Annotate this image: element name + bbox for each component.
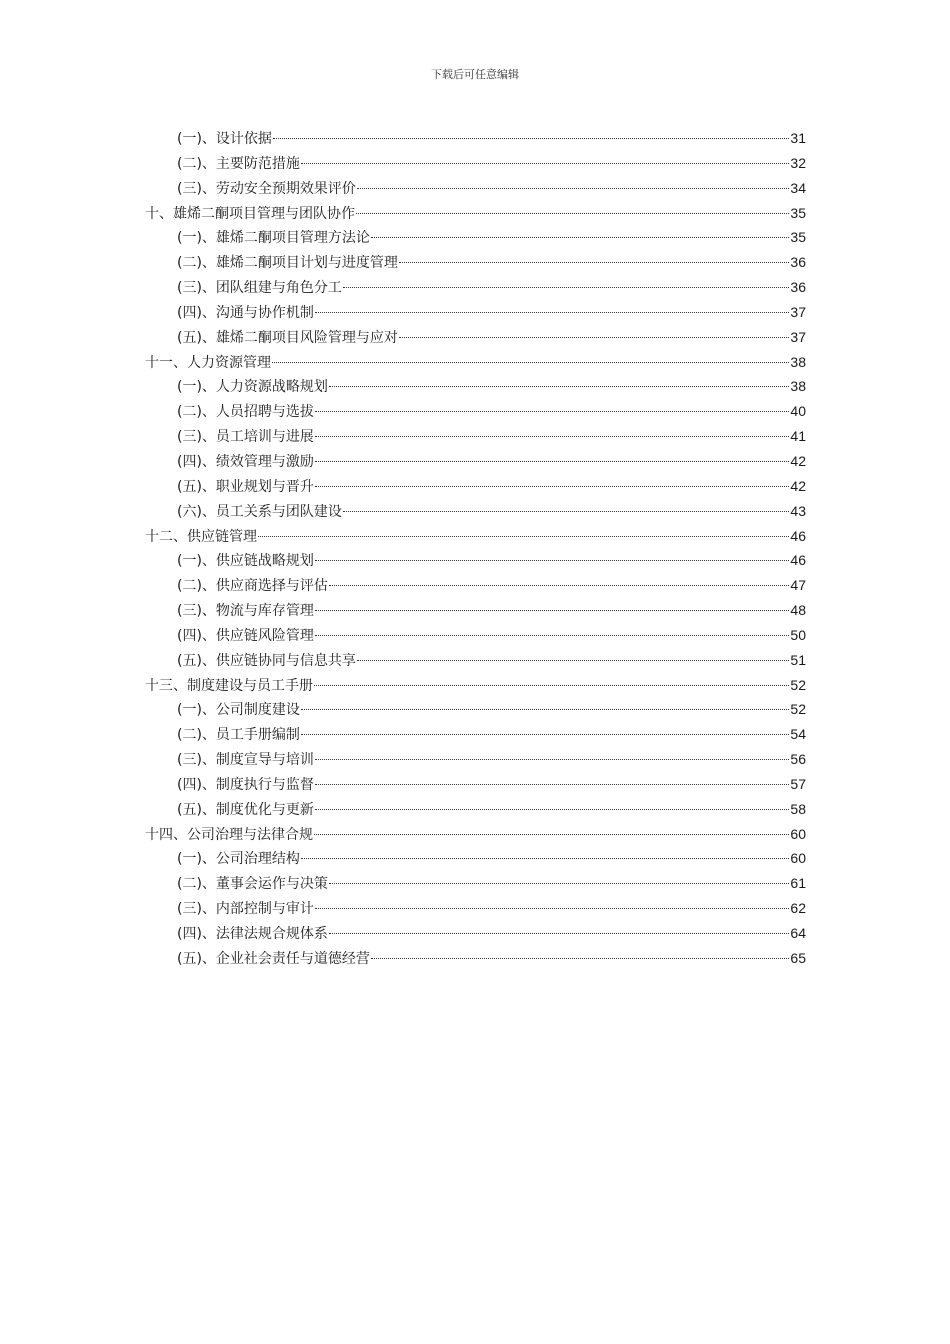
toc-dot-leader xyxy=(301,858,789,859)
toc-entry-label: (六)、员工关系与团队建设 xyxy=(177,503,342,520)
toc-section-entry[interactable] xyxy=(145,325,806,350)
toc-entry-page-number: 32 xyxy=(790,154,806,171)
toc-entry-label: (三)、内部控制与审计 xyxy=(177,901,314,918)
toc-section-entry[interactable] xyxy=(145,176,806,201)
toc-section-entry[interactable] xyxy=(145,846,806,871)
toc-dot-leader xyxy=(315,436,789,437)
toc-entry-page-number: 64 xyxy=(790,925,806,941)
toc-entry-label: (四)、法律法规合规体系 xyxy=(177,926,328,942)
toc-entry-page-number: 56 xyxy=(790,751,806,768)
toc-dot-leader xyxy=(315,635,789,636)
toc-section-entry[interactable] xyxy=(145,697,806,722)
toc-section-entry[interactable] xyxy=(145,374,806,399)
toc-entry-page-number: 42 xyxy=(790,452,806,469)
toc-entry-label: (三)、劳动安全预期效果评价 xyxy=(177,180,356,197)
toc-section-entry[interactable] xyxy=(145,474,806,499)
toc-dot-leader xyxy=(329,883,789,884)
toc-section-entry[interactable] xyxy=(145,250,806,275)
toc-entry-label: (四)、绩效管理与激励 xyxy=(177,453,314,470)
toc-entry-page-number: 38 xyxy=(790,378,806,395)
toc-entry-label: 十四、公司治理与法律合规 xyxy=(145,826,313,843)
toc-entry-page-number: 36 xyxy=(790,279,806,296)
toc-entry-label: (五)、企业社会责任与道德经营 xyxy=(177,950,370,967)
toc-dot-leader xyxy=(371,958,789,959)
toc-section-entry[interactable] xyxy=(145,921,806,946)
toc-dot-leader xyxy=(272,362,789,363)
toc-dot-leader xyxy=(301,163,789,164)
toc-section-entry[interactable] xyxy=(145,424,806,449)
toc-entry-label: (一)、供应链战略规划 xyxy=(177,553,314,570)
toc-entry-page-number: 65 xyxy=(790,949,806,966)
toc-dot-leader xyxy=(343,287,789,288)
toc-entry-page-number: 46 xyxy=(790,552,806,569)
toc-entry-label: (五)、制度优化与更新 xyxy=(177,801,314,818)
toc-section-entry[interactable] xyxy=(145,126,806,151)
toc-section-entry[interactable] xyxy=(145,623,806,648)
toc-entry-page-number: 35 xyxy=(790,204,806,221)
toc-entry-page-number: 58 xyxy=(790,800,806,817)
toc-dot-leader xyxy=(315,809,789,810)
toc-entry-page-number: 38 xyxy=(790,353,806,370)
toc-section-entry[interactable] xyxy=(145,151,806,176)
toc-entry-label: (五)、雄烯二酮项目风险管理与应对 xyxy=(177,329,398,346)
toc-section-entry[interactable] xyxy=(145,946,806,971)
toc-entry-label: (三)、物流与库存管理 xyxy=(177,603,314,620)
page-header-note: 下载后可任意编辑 xyxy=(431,68,519,81)
toc-entry-page-number: 37 xyxy=(790,328,806,345)
toc-entry-label: (五)、供应链协同与信息共享 xyxy=(177,652,356,669)
toc-dot-leader xyxy=(399,262,789,263)
toc-section-entry[interactable] xyxy=(145,722,806,747)
toc-entry-label: (四)、制度执行与监督 xyxy=(177,776,314,793)
toc-dot-leader xyxy=(329,585,789,586)
toc-entry-page-number: 43 xyxy=(790,502,806,519)
toc-entry-page-number: 52 xyxy=(790,676,806,693)
toc-section-entry[interactable] xyxy=(145,648,806,673)
toc-dot-leader xyxy=(357,188,789,189)
toc-section-entry[interactable] xyxy=(145,225,806,250)
toc-entry-label: 十二、供应链管理 xyxy=(145,528,257,545)
toc-entry-page-number: 46 xyxy=(790,527,806,544)
table-of-contents xyxy=(145,126,806,971)
toc-section-entry[interactable] xyxy=(145,871,806,896)
toc-section-entry[interactable] xyxy=(145,747,806,772)
toc-dot-leader xyxy=(301,709,789,710)
toc-entry-page-number: 47 xyxy=(790,577,806,594)
toc-section-entry[interactable] xyxy=(145,598,806,623)
toc-dot-leader xyxy=(258,536,789,537)
toc-entry-page-number: 40 xyxy=(790,403,806,420)
toc-dot-leader xyxy=(315,461,789,462)
toc-section-entry[interactable] xyxy=(145,797,806,822)
toc-dot-leader xyxy=(315,759,789,760)
toc-section-entry[interactable] xyxy=(145,449,806,474)
toc-entry-label: (二)、雄烯二酮项目计划与进度管理 xyxy=(177,255,398,272)
toc-entry-page-number: 61 xyxy=(790,875,806,892)
toc-entry-page-number: 62 xyxy=(790,900,806,917)
toc-dot-leader xyxy=(356,213,789,214)
toc-entry-page-number: 60 xyxy=(790,825,806,842)
toc-dot-leader xyxy=(315,908,789,909)
toc-dot-leader xyxy=(315,411,789,412)
toc-entry-label: (二)、人员招聘与选拔 xyxy=(177,404,314,421)
toc-entry-label: (一)、人力资源战略规划 xyxy=(177,379,328,396)
toc-entry-label: (三)、制度宣导与培训 xyxy=(177,752,314,769)
toc-section-entry[interactable] xyxy=(145,499,806,524)
toc-dot-leader xyxy=(357,660,789,661)
toc-entry-label: 十、雄烯二酮项目管理与团队协作 xyxy=(145,205,355,222)
toc-entry-label: (一)、公司治理结构 xyxy=(177,851,300,868)
toc-dot-leader xyxy=(315,560,789,561)
toc-entry-page-number: 57 xyxy=(790,775,806,792)
toc-entry-page-number: 60 xyxy=(790,850,806,867)
toc-entry-label: (四)、供应链风险管理 xyxy=(177,627,314,644)
toc-entry-label: (一)、设计依据 xyxy=(177,131,272,147)
toc-dot-leader xyxy=(315,610,789,611)
toc-entry-page-number: 52 xyxy=(790,701,806,718)
toc-dot-leader xyxy=(329,386,789,387)
toc-dot-leader xyxy=(329,933,789,934)
toc-entry-page-number: 36 xyxy=(790,254,806,271)
toc-section-entry[interactable] xyxy=(145,300,806,325)
toc-section-entry[interactable] xyxy=(145,275,806,300)
toc-chapter-entry[interactable] xyxy=(145,350,806,375)
toc-entry-page-number: 51 xyxy=(790,651,806,668)
toc-entry-label: (一)、雄烯二酮项目管理方法论 xyxy=(177,230,370,247)
toc-entry-label: (二)、员工手册编制 xyxy=(177,727,300,744)
toc-entry-page-number: 48 xyxy=(790,602,806,619)
toc-entry-page-number: 50 xyxy=(790,626,806,643)
toc-chapter-entry[interactable] xyxy=(145,524,806,549)
toc-section-entry[interactable] xyxy=(145,573,806,598)
toc-dot-leader xyxy=(399,337,789,338)
toc-section-entry[interactable] xyxy=(145,896,806,921)
toc-entry-label: (四)、沟通与协作机制 xyxy=(177,304,314,321)
toc-section-entry[interactable] xyxy=(145,548,806,573)
toc-entry-label: (三)、团队组建与角色分工 xyxy=(177,280,342,297)
toc-dot-leader xyxy=(315,312,789,313)
toc-dot-leader xyxy=(371,237,789,238)
toc-dot-leader xyxy=(315,784,789,785)
toc-entry-page-number: 34 xyxy=(790,179,806,196)
toc-section-entry[interactable] xyxy=(145,399,806,424)
toc-chapter-entry[interactable] xyxy=(145,673,806,698)
toc-entry-page-number: 31 xyxy=(790,130,806,146)
toc-dot-leader xyxy=(301,734,789,735)
toc-entry-label: (一)、公司制度建设 xyxy=(177,702,300,719)
toc-entry-label: 十一、人力资源管理 xyxy=(145,354,271,371)
toc-entry-page-number: 41 xyxy=(790,428,806,445)
toc-chapter-entry[interactable] xyxy=(145,822,806,847)
toc-entry-page-number: 37 xyxy=(790,303,806,320)
toc-entry-page-number: 54 xyxy=(790,726,806,743)
toc-entry-label: (三)、员工培训与进展 xyxy=(177,429,314,446)
toc-entry-label: (二)、董事会运作与决策 xyxy=(177,876,328,893)
toc-dot-leader xyxy=(343,511,789,512)
toc-entry-label: 十三、制度建设与员工手册 xyxy=(145,677,313,694)
toc-entry-label: (五)、职业规划与晋升 xyxy=(177,478,314,495)
toc-dot-leader xyxy=(315,486,789,487)
toc-dot-leader xyxy=(273,138,789,139)
toc-entry-label: (二)、主要防范措施 xyxy=(177,155,300,172)
toc-entry-page-number: 42 xyxy=(790,477,806,494)
toc-section-entry[interactable] xyxy=(145,772,806,797)
toc-entry-page-number: 35 xyxy=(790,229,806,246)
toc-dot-leader xyxy=(314,685,789,686)
toc-dot-leader xyxy=(314,834,789,835)
toc-chapter-entry[interactable] xyxy=(145,201,806,226)
toc-entry-label: (二)、供应商选择与评估 xyxy=(177,578,328,595)
